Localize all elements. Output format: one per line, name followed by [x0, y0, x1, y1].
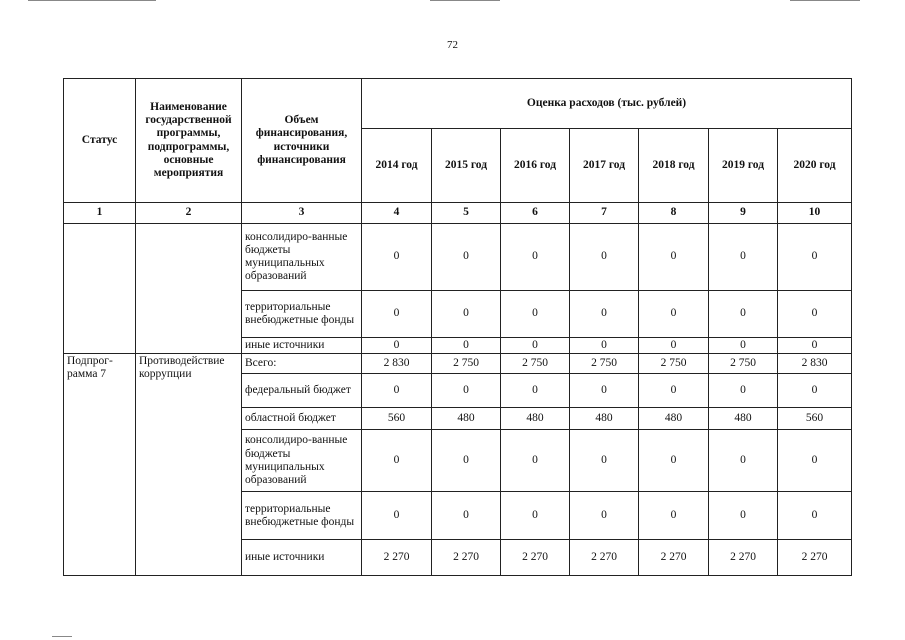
- value-cell: 2 830: [362, 354, 432, 374]
- value-cell: 0: [501, 224, 570, 291]
- value-cell: 0: [709, 338, 778, 354]
- table-row: [64, 354, 852, 374]
- value-cell: 0: [778, 291, 852, 338]
- header-year: 2020 год: [778, 129, 852, 203]
- value-cell: 0: [432, 291, 501, 338]
- funding-source: территориальные внебюджетные фонды: [242, 492, 362, 540]
- value-cell: 0: [639, 291, 709, 338]
- value-cell: 480: [709, 408, 778, 430]
- value-cell: 0: [639, 492, 709, 540]
- value-cell: 480: [639, 408, 709, 430]
- funding-source: иные источники: [242, 338, 362, 354]
- value-cell: 0: [709, 224, 778, 291]
- column-number: 6: [501, 203, 570, 224]
- header-funding-volume: Объем финансирования, источники финансирования: [242, 79, 362, 203]
- value-cell: 2 270: [432, 540, 501, 576]
- value-cell: 0: [778, 338, 852, 354]
- scan-artifact-line: [28, 0, 156, 1]
- value-cell: 0: [570, 492, 639, 540]
- value-cell: 0: [501, 291, 570, 338]
- table-row: [64, 224, 852, 291]
- value-cell: 0: [639, 338, 709, 354]
- value-cell: 2 270: [501, 540, 570, 576]
- value-cell: 0: [778, 224, 852, 291]
- value-cell: 2 830: [778, 354, 852, 374]
- value-cell: 0: [709, 374, 778, 408]
- value-cell: 0: [570, 338, 639, 354]
- value-cell: 0: [709, 492, 778, 540]
- funding-source: территориальные внебюджетные фонды: [242, 291, 362, 338]
- scan-artifact-line: [430, 0, 500, 1]
- budget-table: [63, 78, 852, 576]
- column-number: 9: [709, 203, 778, 224]
- value-cell: 0: [778, 374, 852, 408]
- value-cell: 2 750: [709, 354, 778, 374]
- header-program-name: Наименование государственной программы, подпрограммы, основные мероприятия: [136, 79, 242, 203]
- value-cell: 0: [501, 338, 570, 354]
- column-number: 5: [432, 203, 501, 224]
- funding-source: областной бюджет: [242, 408, 362, 430]
- value-cell: 0: [570, 224, 639, 291]
- subprogram-status: Подпрог-рамма 7: [64, 354, 136, 576]
- value-cell: 0: [362, 492, 432, 540]
- name-cell-empty: [136, 224, 242, 354]
- value-cell: 2 270: [639, 540, 709, 576]
- column-number: 7: [570, 203, 639, 224]
- value-cell: 0: [501, 492, 570, 540]
- value-cell: 480: [432, 408, 501, 430]
- value-cell: 0: [778, 430, 852, 492]
- scan-artifact-line: [790, 0, 860, 1]
- column-number: 10: [778, 203, 852, 224]
- value-cell: 0: [432, 338, 501, 354]
- header-expenses-estimate: Оценка расходов (тыс. рублей): [362, 79, 852, 129]
- value-cell: 0: [362, 430, 432, 492]
- value-cell: 0: [501, 430, 570, 492]
- subprogram-name: Противодействие коррупции: [136, 354, 242, 576]
- column-number: 1: [64, 203, 136, 224]
- column-numbers-row: [64, 203, 852, 224]
- value-cell: 2 750: [570, 354, 639, 374]
- value-cell: 480: [501, 408, 570, 430]
- funding-source: Всего:: [242, 354, 362, 374]
- value-cell: 0: [570, 291, 639, 338]
- header-year: 2014 год: [362, 129, 432, 203]
- value-cell: 0: [362, 291, 432, 338]
- value-cell: 0: [501, 374, 570, 408]
- funding-source: консолидиро-ванные бюджеты муниципальных образований: [242, 224, 362, 291]
- value-cell: 0: [432, 492, 501, 540]
- value-cell: 0: [432, 430, 501, 492]
- value-cell: 2 750: [639, 354, 709, 374]
- value-cell: 0: [639, 430, 709, 492]
- funding-source: иные источники: [242, 540, 362, 576]
- value-cell: 2 270: [709, 540, 778, 576]
- header-year: 2015 год: [432, 129, 501, 203]
- value-cell: 0: [362, 338, 432, 354]
- value-cell: 0: [709, 291, 778, 338]
- value-cell: 0: [709, 430, 778, 492]
- status-cell-empty: [64, 224, 136, 354]
- value-cell: 0: [639, 374, 709, 408]
- value-cell: 2 750: [432, 354, 501, 374]
- value-cell: 2 270: [362, 540, 432, 576]
- header-year: 2018 год: [639, 129, 709, 203]
- value-cell: 0: [639, 224, 709, 291]
- header-year: 2019 год: [709, 129, 778, 203]
- column-number: 4: [362, 203, 432, 224]
- funding-source: консолидиро-ванные бюджеты муниципальных образований: [242, 430, 362, 492]
- value-cell: 2 270: [570, 540, 639, 576]
- value-cell: 2 270: [778, 540, 852, 576]
- value-cell: 560: [778, 408, 852, 430]
- column-number: 2: [136, 203, 242, 224]
- page-number: 72: [447, 39, 458, 51]
- value-cell: 0: [570, 374, 639, 408]
- funding-source: федеральный бюджет: [242, 374, 362, 408]
- value-cell: 480: [570, 408, 639, 430]
- header-year: 2016 год: [501, 129, 570, 203]
- column-number: 8: [639, 203, 709, 224]
- scan-artifact-line: [52, 636, 72, 637]
- value-cell: 0: [362, 224, 432, 291]
- value-cell: 0: [432, 224, 501, 291]
- value-cell: 2 750: [501, 354, 570, 374]
- value-cell: 0: [778, 492, 852, 540]
- header-year: 2017 год: [570, 129, 639, 203]
- value-cell: 560: [362, 408, 432, 430]
- column-number: 3: [242, 203, 362, 224]
- header-status: Статус: [64, 79, 136, 203]
- value-cell: 0: [362, 374, 432, 408]
- value-cell: 0: [570, 430, 639, 492]
- value-cell: 0: [432, 374, 501, 408]
